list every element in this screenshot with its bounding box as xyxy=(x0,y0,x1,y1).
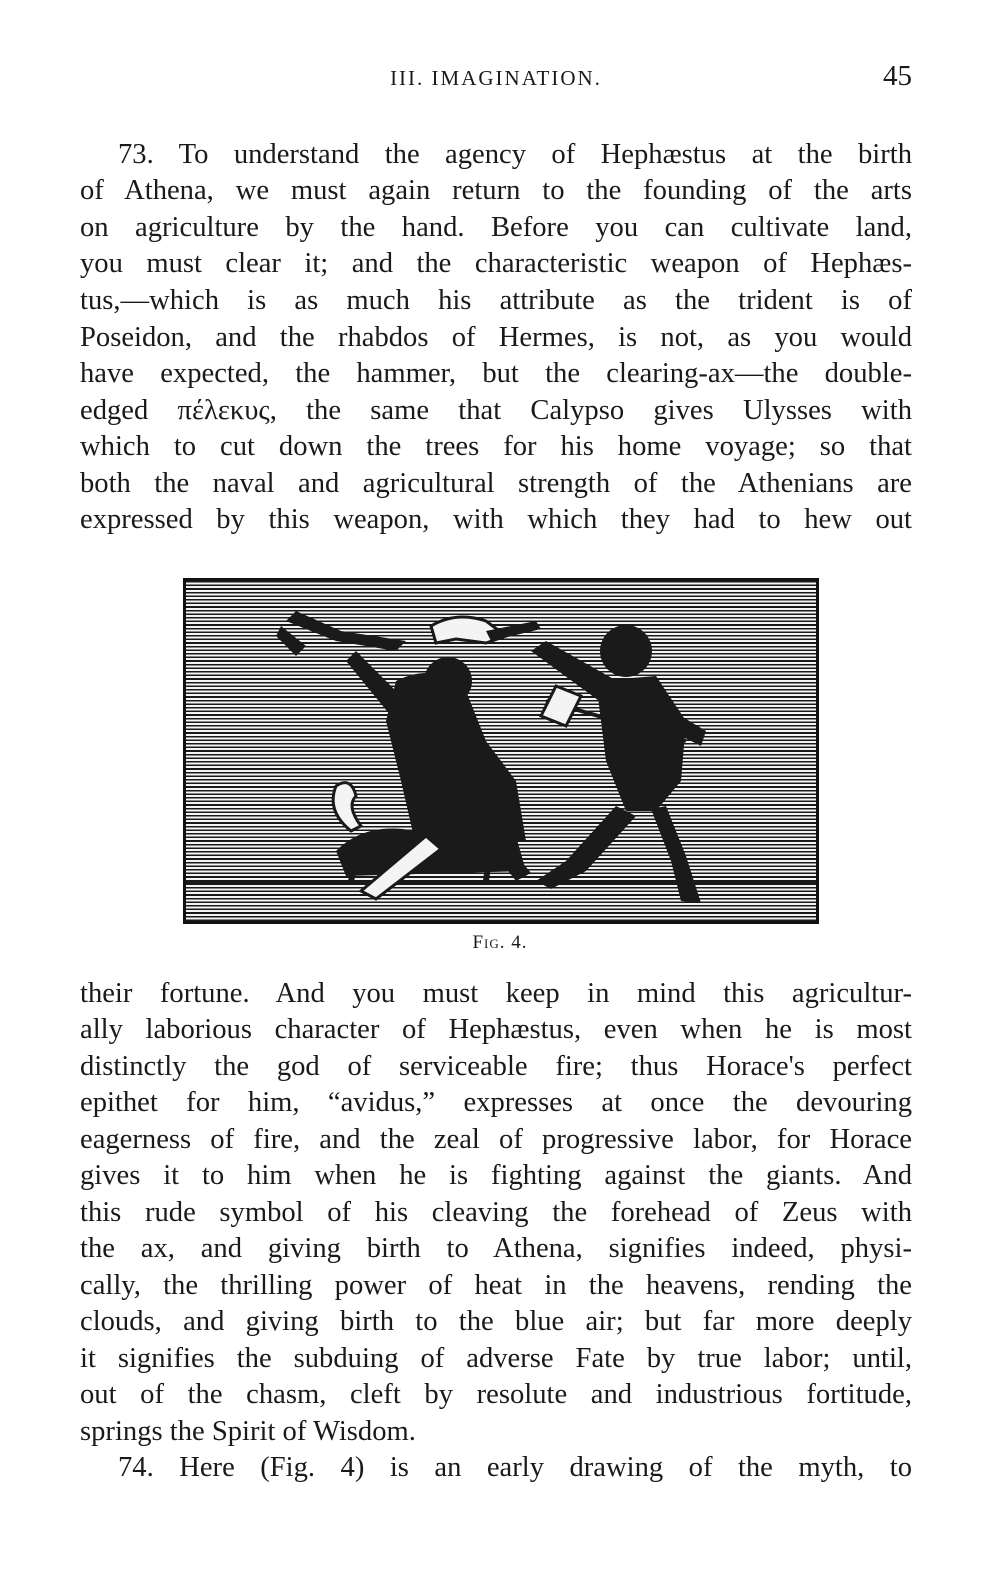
paragraph-line: edged πέλεκυς, the same that Calypso gives Ulysses with xyxy=(80,395,912,426)
paragraph-line: eagerness of fire, and the zeal of progressive labor, for Horace xyxy=(80,1124,912,1155)
vase-painting-illustration xyxy=(186,581,816,921)
figure-vase-painting xyxy=(183,578,819,924)
running-title: III. IMAGINATION. xyxy=(390,66,602,90)
paragraph-line: clouds, and giving birth to the blue air; but far more deeply xyxy=(80,1306,912,1337)
paragraph-line: both the naval and agricultural strength of the Athenians are xyxy=(80,468,912,499)
paragraph-line: distinctly the god of serviceable fire; thus Horace's perfect xyxy=(80,1051,912,1082)
paragraph-line: of Athena, we must again return to the founding of the arts xyxy=(80,175,912,206)
paragraph-line: which to cut down the trees for his home voyage; so that xyxy=(80,431,912,462)
paragraph-line: springs the Spirit of Wisdom. xyxy=(80,1416,416,1447)
paragraph-line: gives it to him when he is fighting against the giants. And xyxy=(80,1160,912,1191)
paragraph-line: Poseidon, and the rhabdos of Hermes, is not, as you would xyxy=(80,322,912,353)
page-number: 45 xyxy=(883,60,912,92)
paragraph-line: ally laborious character of Hephæstus, even when he is most xyxy=(80,1014,912,1045)
paragraph-line: the ax, and giving birth to Athena, signifies indeed, physi- xyxy=(80,1233,912,1264)
paragraph-line: expressed by this weapon, with which they had to hew out xyxy=(80,504,912,535)
paragraph-line: epithet for him, “avidus,” expresses at once the devouring xyxy=(80,1087,912,1118)
paragraph-line: 74. Here (Fig. 4) is an early drawing of the myth, to xyxy=(118,1452,912,1483)
paragraph-line: tus,—which is as much his attribute as the trident is of xyxy=(80,285,912,316)
paragraph-line: this rude symbol of his cleaving the forehead of Zeus with xyxy=(80,1197,912,1228)
paragraph-line: it signifies the subduing of adverse Fate by true labor; until, xyxy=(80,1343,912,1374)
page-header xyxy=(80,62,912,102)
paragraph-line: have expected, the hammer, but the clearing-ax—the double- xyxy=(80,358,912,389)
paragraph-line: 73. To understand the agency of Hephæstus at the birth xyxy=(118,139,912,170)
paragraph-line: you must clear it; and the characteristic weapon of Hephæs- xyxy=(80,248,912,279)
paragraph-line: out of the chasm, cleft by resolute and industrious fortitude, xyxy=(80,1379,912,1410)
paragraph-line: their fortune. And you must keep in mind this agricultur- xyxy=(80,978,912,1009)
figure-caption: Fig. 4. xyxy=(472,932,528,953)
paragraph-line: on agriculture by the hand. Before you can cultivate land, xyxy=(80,212,912,243)
paragraph-line: cally, the thrilling power of heat in the heavens, rending the xyxy=(80,1270,912,1301)
